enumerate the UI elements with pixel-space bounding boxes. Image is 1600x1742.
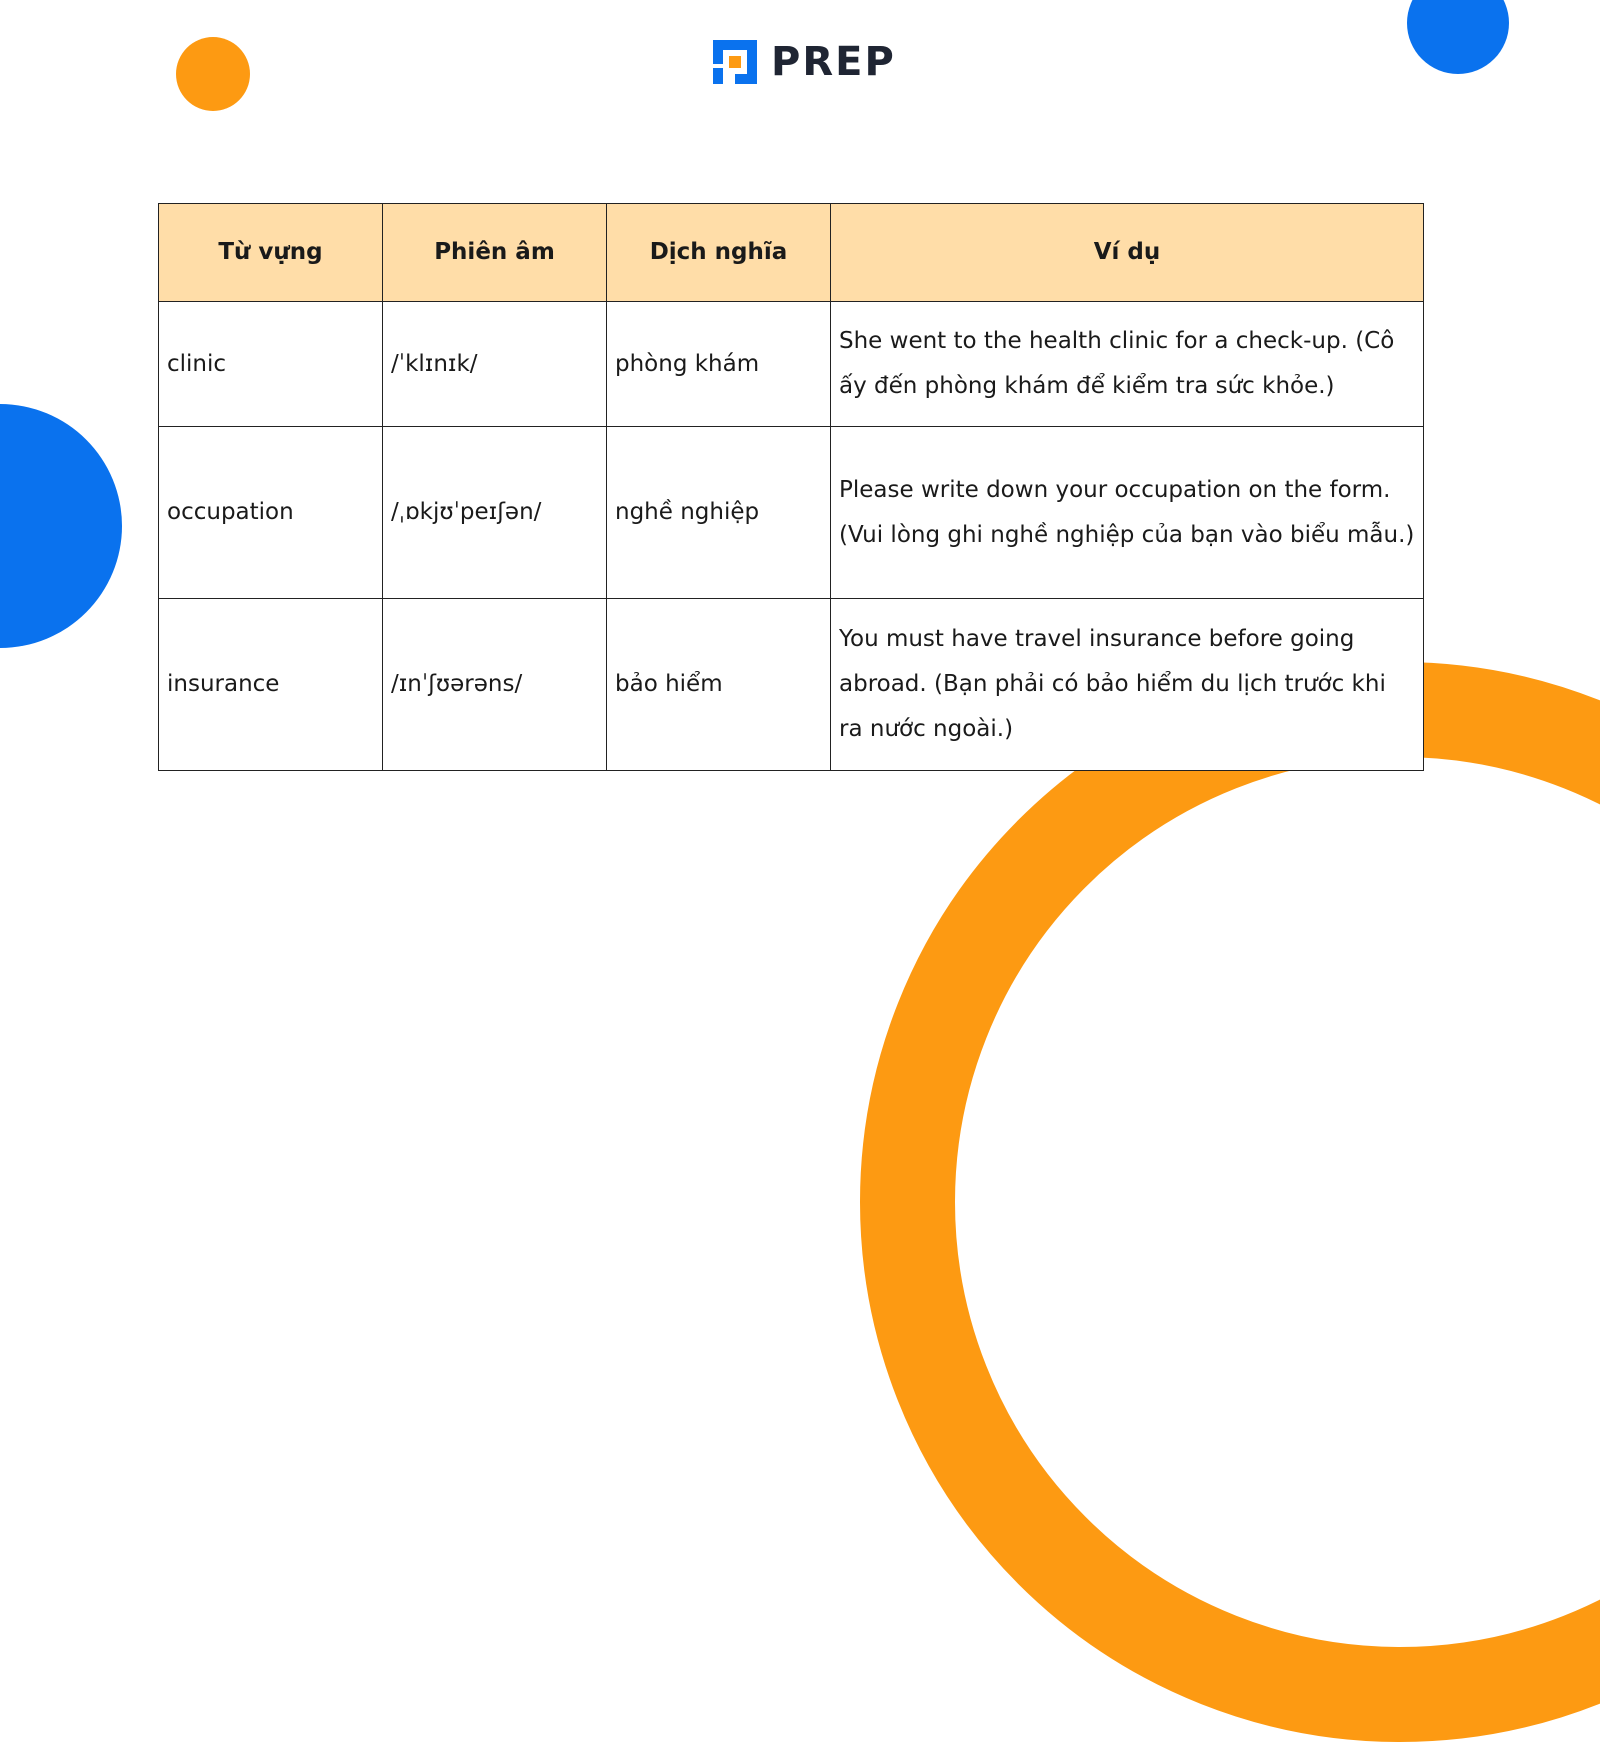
header-pronunciation: Phiên âm [383, 204, 607, 302]
decorative-blue-circle [1407, 0, 1509, 74]
decorative-orange-arc [860, 662, 1600, 1742]
prep-logo-icon [709, 36, 761, 88]
header-example: Ví dụ [831, 204, 1424, 302]
decorative-blue-half-circle [0, 404, 122, 648]
decorative-orange-circle [176, 37, 250, 111]
table-row [159, 302, 1424, 427]
header-meaning: Dịch nghĩa [607, 204, 831, 302]
cell-example: She went to the health clinic for a check-up. (Cô ấy đến phòng khám để kiểm tra sức khỏe.) [831, 302, 1424, 427]
header-vocabulary: Từ vựng [159, 204, 383, 302]
cell-meaning: nghề nghiệp [607, 427, 831, 599]
cell-ipa: /ˈklɪnɪk/ [383, 302, 607, 427]
table-header-row [159, 204, 1424, 302]
cell-ipa: /ˌɒkjʊˈpeɪʃən/ [383, 427, 607, 599]
cell-example: You must have travel insurance before going abroad. (Bạn phải có bảo hiểm du lịch trước khi ra nước ngoài.) [831, 599, 1424, 771]
cell-meaning: bảo hiểm [607, 599, 831, 771]
vocabulary-table [158, 203, 1424, 771]
cell-meaning: phòng khám [607, 302, 831, 427]
cell-word: insurance [159, 599, 383, 771]
cell-word: clinic [159, 302, 383, 427]
prep-logo [709, 36, 896, 88]
cell-ipa: /ɪnˈʃʊərəns/ [383, 599, 607, 771]
brand-name: PREP [771, 39, 896, 85]
cell-example: Please write down your occupation on the form. (Vui lòng ghi nghề nghiệp của bạn vào biểu mẫu.) [831, 427, 1424, 599]
table-row [159, 599, 1424, 771]
table-row [159, 427, 1424, 599]
cell-word: occupation [159, 427, 383, 599]
